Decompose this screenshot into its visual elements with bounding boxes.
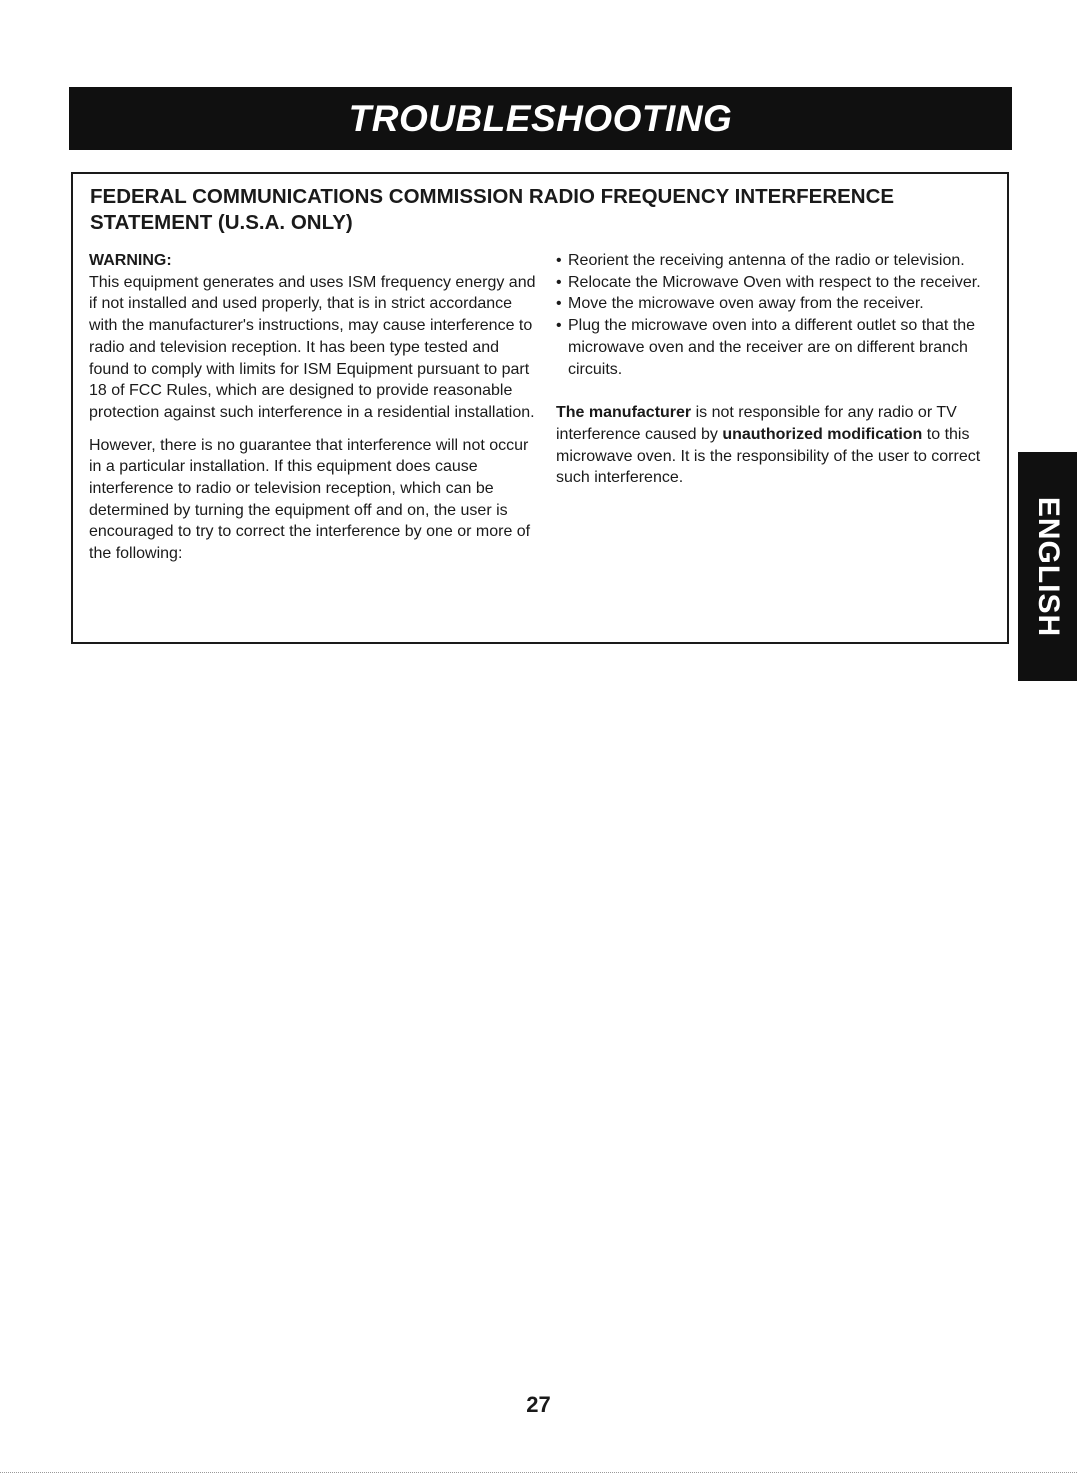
warning-paragraph: This equipment generates and uses ISM frequency energy and if not installed and used properly, that is in strict accordance with the manufacturer's instructions, may cause interference to radio and television reception. It has been type tested and found to comply with limits for ISM Equipment pursuant to part 18 of FCC Rules, which are designed to provide reasonable protection against such interference in a residential installation. xyxy=(89,273,536,421)
list-item: • Relocate the Microwave Oven with respect to the receiver. xyxy=(556,272,1001,294)
bullet-glyph: • xyxy=(556,295,562,313)
troubleshooting-banner xyxy=(69,87,1012,150)
list-item: • Reorient the receiving antenna of the radio or television. xyxy=(556,250,1001,272)
banner-title: TROUBLESHOOTING xyxy=(348,98,733,139)
language-side-tab xyxy=(1018,452,1077,681)
fcc-statement-box xyxy=(71,172,1009,644)
remedy-list xyxy=(556,250,1001,380)
disclaimer-bold-modification: unauthorized modification xyxy=(722,425,923,443)
warning-label: WARNING: xyxy=(89,252,172,269)
footer-dotted-rule xyxy=(0,1472,1077,1473)
side-tab-label: ENGLISH xyxy=(1031,496,1065,637)
bullet-glyph: • xyxy=(556,317,562,335)
bullet-glyph: • xyxy=(556,273,562,291)
section-heading: FEDERAL COMMUNICATIONS COMMISSION RADIO FREQUENCY INTERFERENCE STATEMENT (U.S.A. ONLY) xyxy=(90,185,895,234)
guarantee-paragraph: However, there is no guarantee that interference will not occur in a particular installation. If this equipment does cause interference to radio or television reception, which can be determined by turning the equipment off and on, the user is encouraged to try to correct the interference by one or more of the following: xyxy=(89,436,531,563)
left-column xyxy=(89,250,539,565)
list-item: • Plug the microwave oven into a different outlet so that the microwave oven and the receiver are on different branch circuits. xyxy=(556,317,976,378)
list-item: • Move the microwave oven away from the receiver. xyxy=(556,293,1001,315)
disclaimer-paragraph: The manufacturer is not responsible for any radio or TV interference caused by unauthorized modification to this microwave oven. It is the responsibility of the user to correct such interference. xyxy=(556,404,981,487)
right-column xyxy=(556,250,1001,489)
disclaimer-bold-manufacturer: The manufacturer xyxy=(556,404,692,422)
bullet-glyph: • xyxy=(556,252,562,269)
page-number: 27 xyxy=(526,1392,551,1417)
